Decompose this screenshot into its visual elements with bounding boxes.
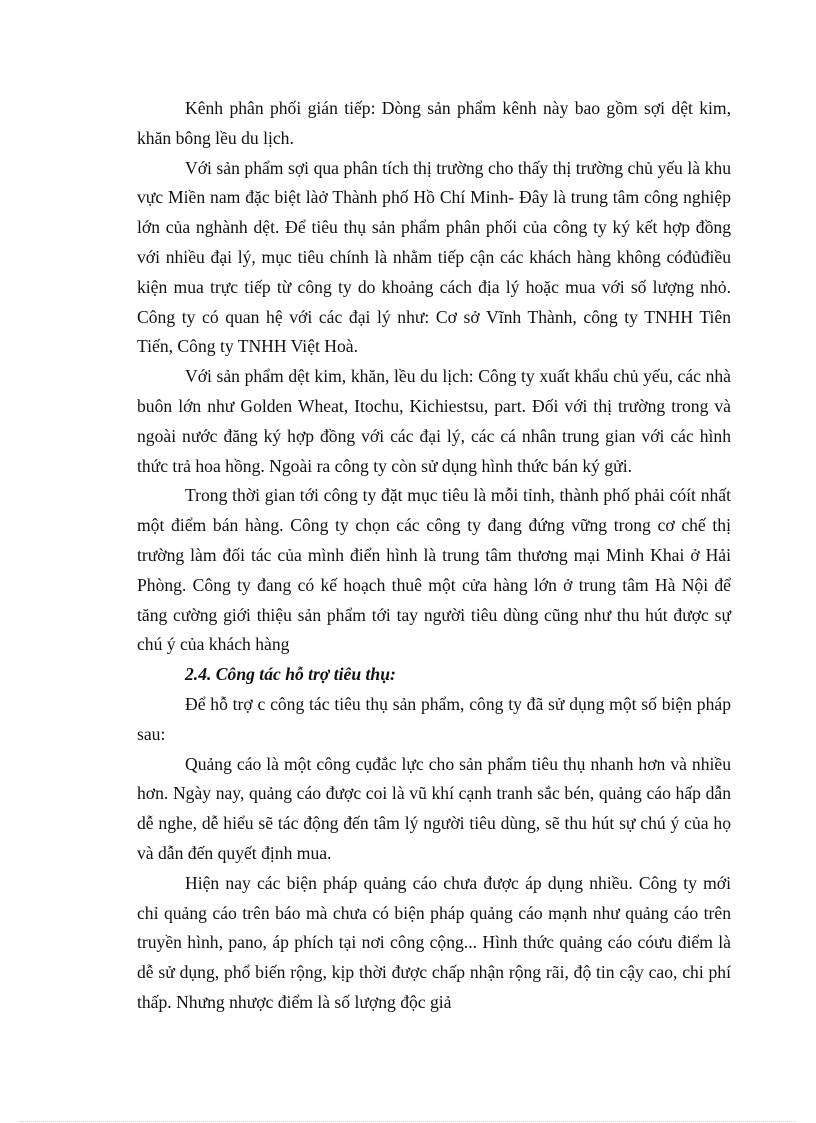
paragraph-support-intro: Để hỗ trợ c công tác tiêu thụ sản phẩm, công ty đã sử dụng một số biện pháp sau: [137, 693, 731, 744]
paragraph-current-measures: Hiện nay các biện pháp quảng cáo chưa được áp dụng nhiều. Công ty mới chỉ quảng cáo trên báo mà chưa có biện pháp quảng cáo mạnh như quảng cáo trên truyền hình, pano, áp phích tại nơi công cộng... Hình thức quảng cáo cóưu điểm là dễ sử dụng, phổ biến rộng, kịp thời được chấp nhận rộng rãi, độ tin cậy cao, chi phí thấp. Nhưng nhược điểm là số lượng độc giả [137, 872, 731, 1012]
section-heading: 2.4. Công tác hỗ trợ tiêu thụ: [185, 664, 396, 685]
paragraph-advertising: Quảng cáo là một công cụđắc lực cho sản phẩm tiêu thụ nhanh hơn và nhiều hơn. Ngày nay, quảng cáo được coi là vũ khí cạnh tranh sắc bén, quảng cáo hấp dẫn dễ nghe, dễ hiểu sẽ tác động đến tâm lý người tiêu dùng, sẽ thu hút sự chú ý của họ và dẫn đến quyết định mua. [137, 753, 731, 863]
paragraph-indirect-channel: Kênh phân phối gián tiếp: Dòng sản phẩm kênh này bao gồm sợi dệt kim, khăn bông lều du lịch. [137, 98, 731, 148]
paragraph-future-plans: Trong thời gian tới công ty đặt mục tiêu là mỗi tỉnh, thành phố phải cóít nhất một điểm bán hàng. Công ty chọn các công ty đang đứng vững trong cơ chế thị trường làm đối tác của mình điển hình là trung tâm thương mại Minh Khai ở Hải Phòng. Công ty đang có kế hoạch thuê một cửa hàng lớn ở trung tâm Hà Nội để tăng cường giới thiệu sản phẩm tới tay người tiêu dùng cũng như thu hút được sự chú ý của khách hàng [137, 485, 731, 655]
document-body [137, 94, 731, 1018]
paragraph-yarn-products: Với sản phẩm sợi qua phân tích thị trường cho thấy thị trường chủ yếu là khu vực Miền nam đặc biệt làở Thành phố Hồ Chí Minh- Đây là trung tâm công nghiệp lớn của nghành dệt. Để tiêu thụ sản phẩm phân phối của công ty ký kết hợp đồng với nhiều đại lý, mục tiêu chính là nhằm tiếp cận các khách hàng không cóđủđiều kiện mua trực tiếp từ công ty do khoảng cách địa lý hoặc mua với số lượng nhỏ. Công ty có quan hệ với các đại lý như: Cơ sở Vĩnh Thành, công ty TNHH Tiên Tiến, Công ty TNHH Việt Hoà. [137, 157, 731, 357]
paragraph-knit-products: Với sản phẩm dệt kim, khăn, lều du lịch: Công ty xuất khẩu chủ yếu, các nhà buôn lớn như Golden Wheat, Itochu, Kichiestsu, part. Đối với thị trường trong và ngoài nước đăng ký hợp đồng với các đại lý, các cá nhân trung gian với các hình thức trả hoa hồng. Ngoài ra công ty còn sử dụng hình thức bán ký gửi. [137, 366, 731, 476]
page-bottom-divider [20, 1121, 796, 1122]
